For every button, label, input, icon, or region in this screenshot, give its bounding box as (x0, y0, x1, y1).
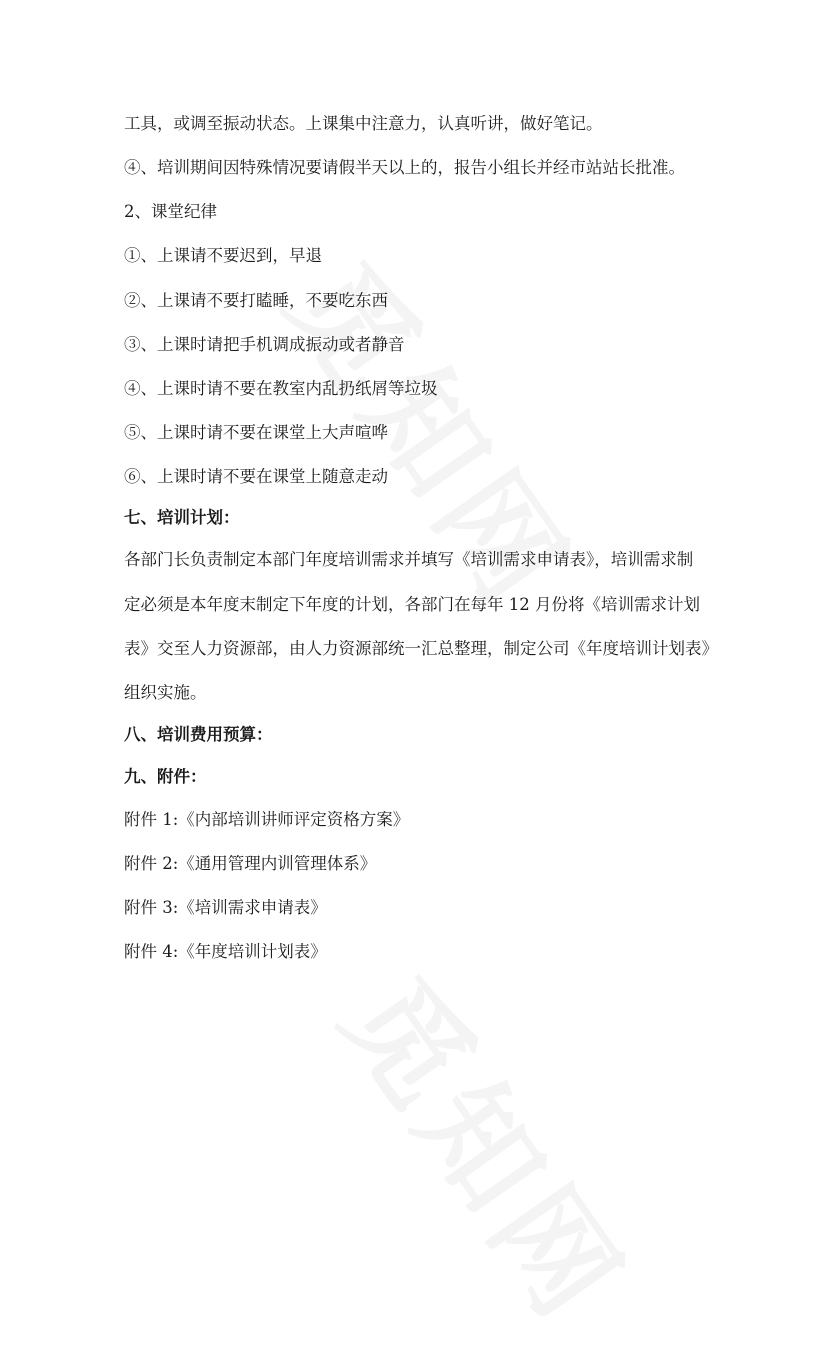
paragraph-line: 工具，或调至振动状态。上课集中注意力，认真听讲，做好笔记。 (124, 114, 603, 133)
section-heading: 八、培训费用预算： (124, 725, 273, 744)
paragraph-line: 组织实施。 (124, 683, 207, 702)
paragraph-line: ④、培训期间因特殊情况要请假半天以上的，报告小组长并经市站站长批准。 (124, 158, 685, 177)
paragraph-line: 定必须是本年度末制定下年度的计划，各部门在每年 12 月份将《培训需求计划 (124, 595, 700, 614)
watermark (312, 939, 672, 1351)
section-heading: 九、附件： (124, 767, 207, 786)
attachment-item: 附件 4:《年度培训计划表》 (124, 942, 327, 961)
attachment-item: 附件 2:《通用管理内训管理体系》 (124, 854, 377, 873)
list-item: ①、上课请不要迟到，早退 (124, 246, 322, 265)
list-item: ③、上课时请把手机调成振动或者静音 (124, 335, 405, 354)
subsection-title: 2、课堂纪律 (124, 202, 217, 221)
attachment-item: 附件 1:《内部培训讲师评定资格方案》 (124, 810, 410, 829)
list-item: ⑥、上课时请不要在课堂上随意走动 (124, 467, 388, 486)
list-item: ⑤、上课时请不要在课堂上大声喧哗 (124, 423, 388, 442)
list-item: ④、上课时请不要在教室内乱扔纸屑等垃圾 (124, 379, 438, 398)
paragraph-line: 各部门长负责制定本部门年度培训需求并填写《培训需求申请表》，培训需求制 (124, 550, 694, 569)
list-item: ②、上课请不要打瞌睡，不要吃东西 (124, 291, 388, 310)
section-heading: 七、培训计划： (124, 508, 240, 527)
paragraph-line: 表》交至人力资源部，由人力资源部统一汇总整理，制定公司《年度培训计划表》 (124, 639, 718, 658)
attachment-item: 附件 3:《培训需求申请表》 (124, 898, 327, 917)
